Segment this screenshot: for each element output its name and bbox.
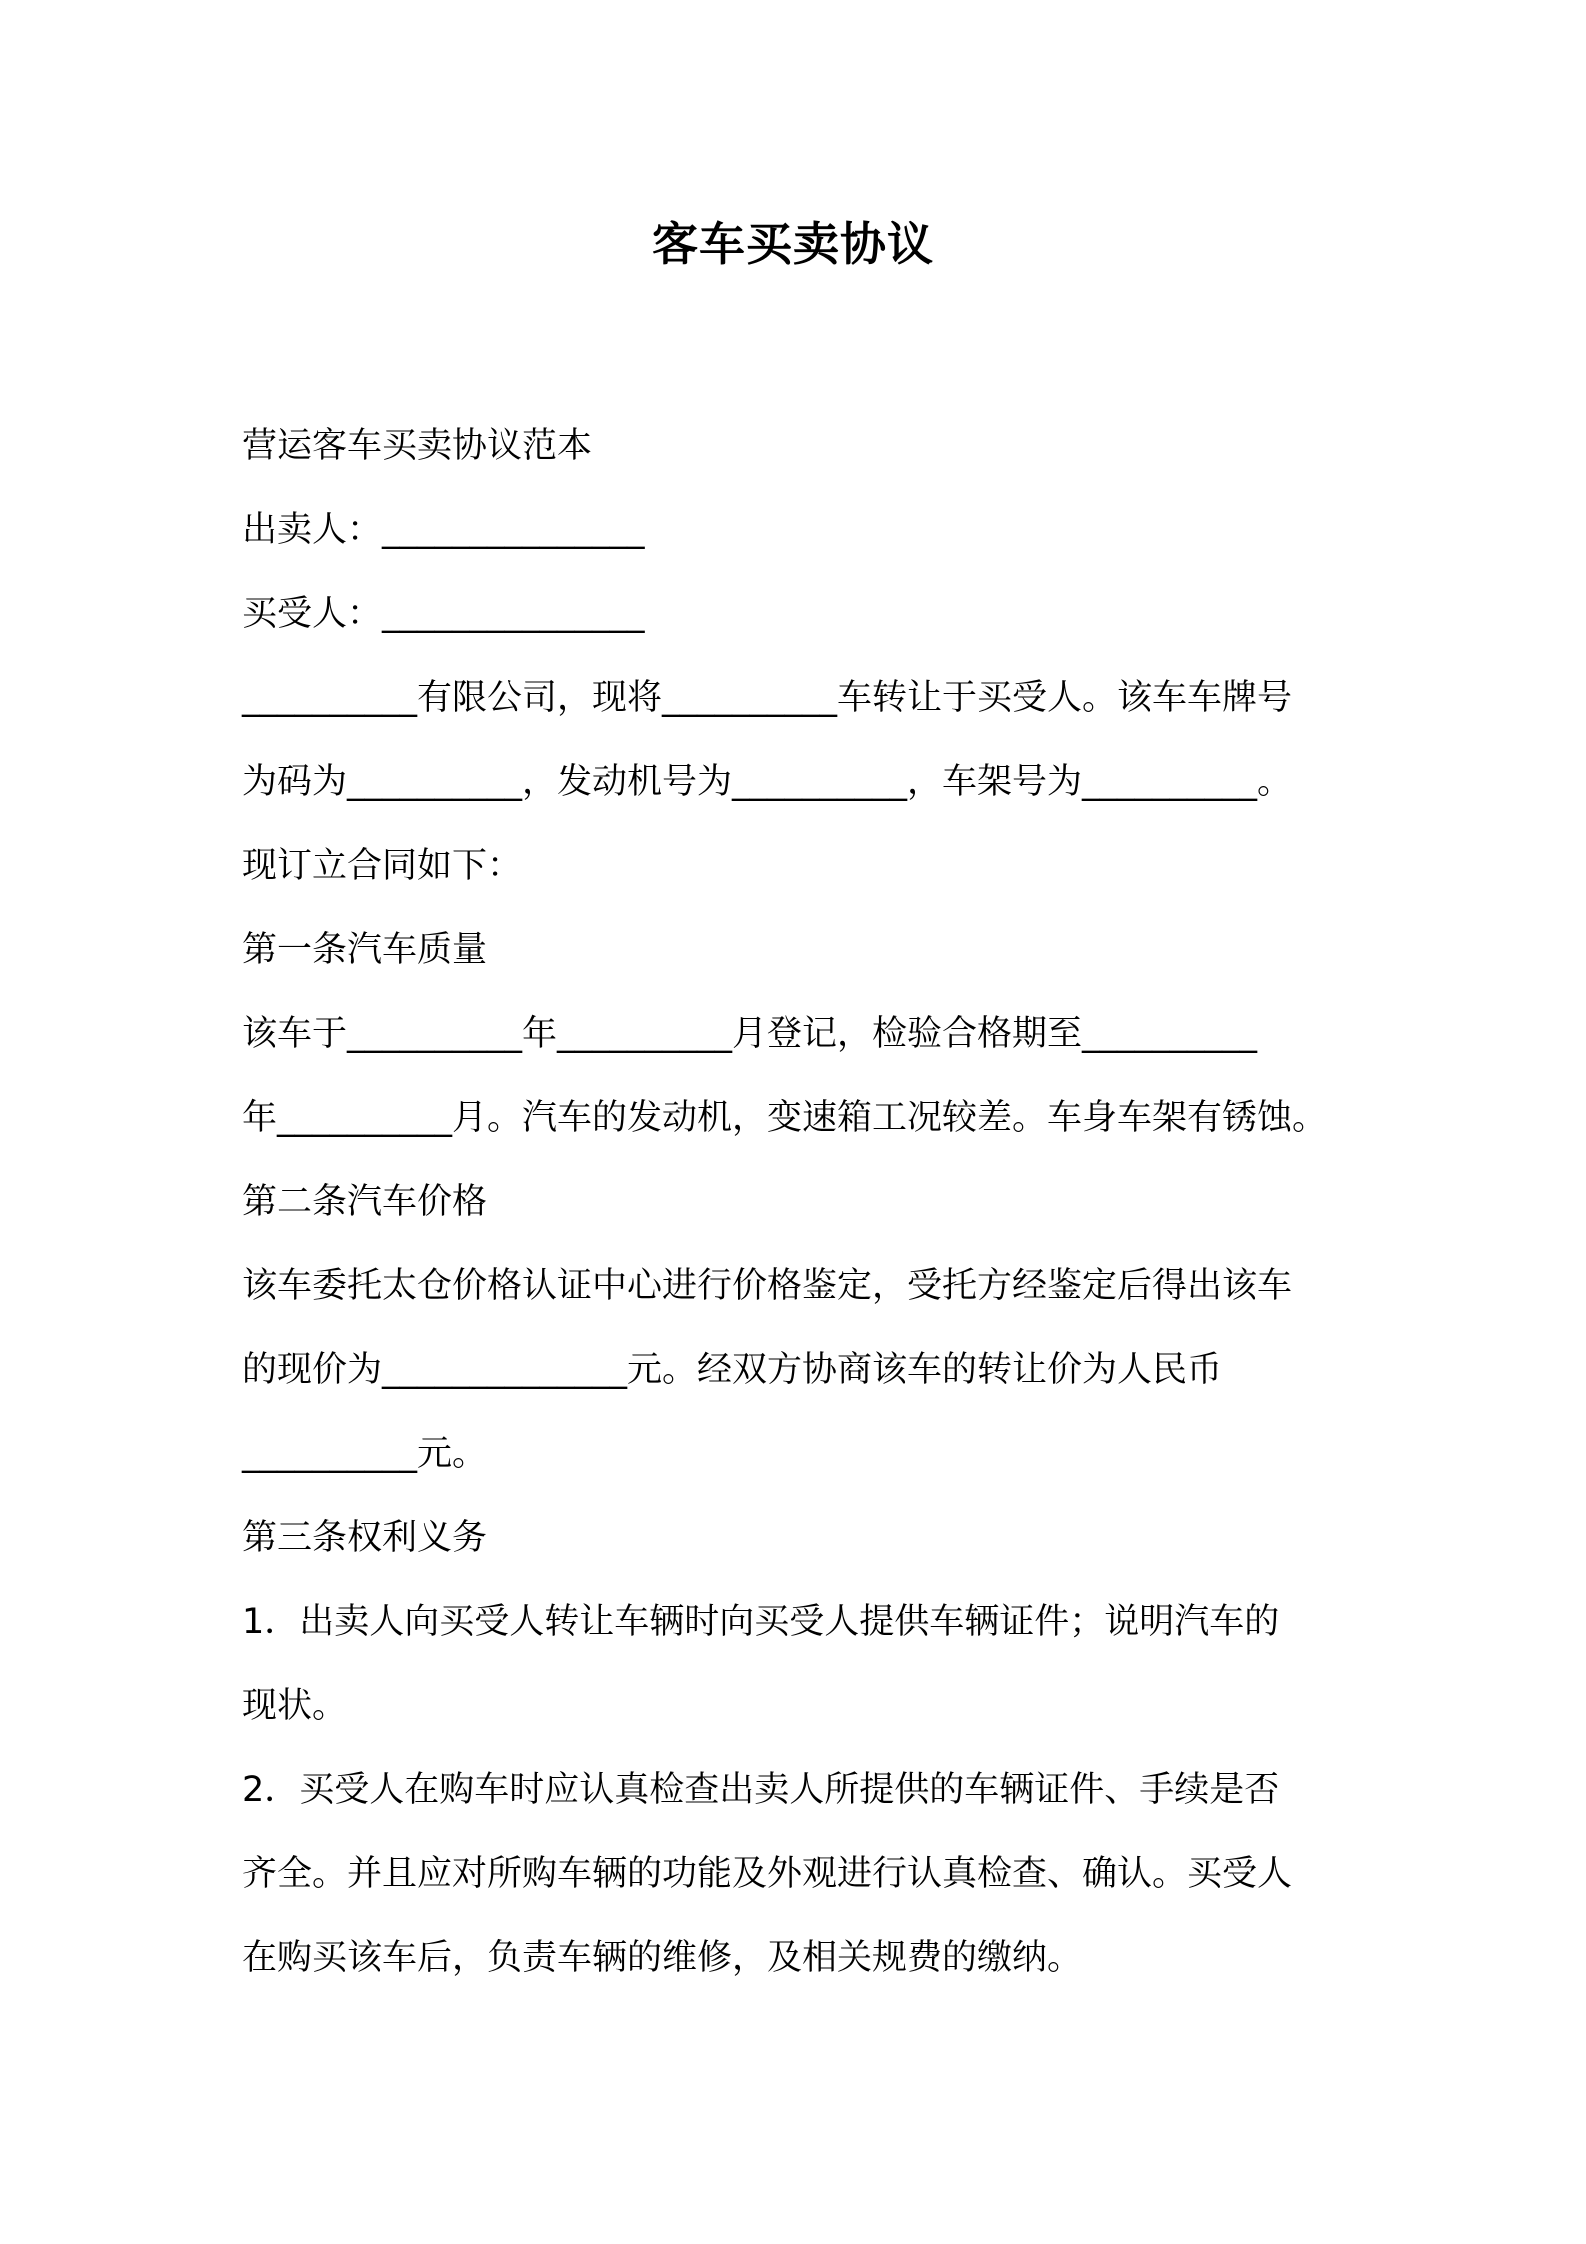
article-heading: 第三条权利义务 <box>242 1518 488 1558</box>
intro-line: __________有限公司，现将__________车转让于买受人。该车车牌号 <box>242 678 1293 718</box>
subtitle-line: 营运客车买卖协议范本 <box>242 426 593 466</box>
paragraph-line: __________元。 <box>242 1434 488 1474</box>
intro-line: 现订立合同如下： <box>242 846 523 886</box>
buyer-line: 买受人：_______________ <box>242 594 645 634</box>
paragraph-line: 的现价为______________元。经双方协商该车的转让价为人民币 <box>242 1350 1223 1390</box>
document-title: 客车买卖协议 <box>652 217 934 271</box>
seller-line: 出卖人：_______________ <box>242 510 645 550</box>
paragraph-line: 在购买该车后，负责车辆的维修，及相关规费的缴纳。 <box>242 1938 1083 1978</box>
article-heading: 第一条汽车质量 <box>242 930 488 970</box>
paragraph-line: 1．出卖人向买受人转让车辆时向买受人提供车辆证件；说明汽车的 <box>242 1602 1280 1642</box>
intro-line: 为码为__________，发动机号为__________，车架号为__________。 <box>242 762 1293 802</box>
article-heading: 第二条汽车价格 <box>242 1182 488 1222</box>
document-body <box>242 404 1362 2000</box>
paragraph-line: 现状。 <box>242 1686 348 1726</box>
paragraph-line: 2．买受人在购车时应认真检查出卖人所提供的车辆证件、手续是否 <box>242 1770 1280 1810</box>
paragraph-line: 该车于__________年__________月登记，检验合格期至__________ <box>242 1014 1258 1054</box>
paragraph-line: 齐全。并且应对所购车辆的功能及外观进行认真检查、确认。买受人 <box>242 1854 1293 1894</box>
paragraph-line: 该车委托太仓价格认证中心进行价格鉴定，受托方经鉴定后得出该车 <box>242 1266 1293 1306</box>
paragraph-line: 年__________月。汽车的发动机，变速箱工况较差。车身车架有锈蚀。 <box>242 1098 1328 1138</box>
